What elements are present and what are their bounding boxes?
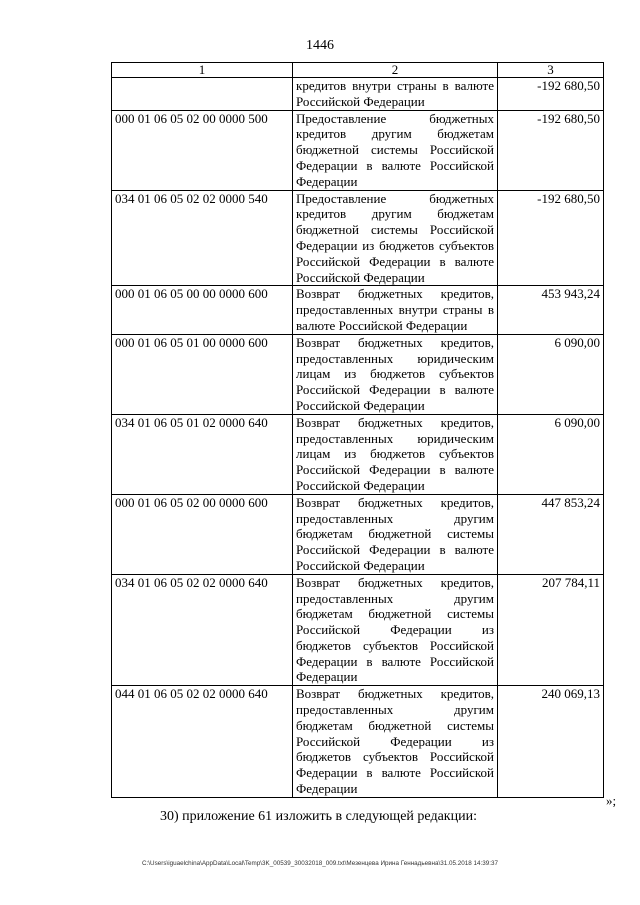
table-row	[112, 686, 604, 798]
table-row	[112, 494, 604, 574]
budget-code: 000 01 06 05 01 00 0000 600	[112, 334, 293, 414]
closing-quote-mark: »;	[606, 793, 617, 808]
table-row	[112, 78, 604, 111]
item-amount: 6 090,00	[498, 334, 604, 414]
budget-code	[112, 78, 293, 111]
item-amount: 6 090,00	[498, 414, 604, 494]
item-name: Возврат бюджетных кредитов, предоставленных юридическим лицам из бюджетов субъектов Российской Федерации в валюте Российской Федерации	[293, 414, 498, 494]
budget-code: 034 01 06 05 02 02 0000 640	[112, 574, 293, 686]
item-amount: 453 943,24	[498, 286, 604, 334]
item-amount: 207 784,11	[498, 574, 604, 686]
item-amount: -192 680,50	[498, 110, 604, 190]
item-name: Возврат бюджетных кредитов, предоставленных другим бюджетам бюджетной системы Российской Федерации в валюте Российской Федерации	[293, 494, 498, 574]
budget-code: 034 01 06 05 01 02 0000 640	[112, 414, 293, 494]
budget-code: 000 01 06 05 02 00 0000 600	[112, 494, 293, 574]
table-row	[112, 110, 604, 190]
item-name: Возврат бюджетных кредитов, предоставленных юридическим лицам из бюджетов субъектов Российской Федерации в валюте Российской Федерации	[293, 334, 498, 414]
budget-code: 000 01 06 05 02 00 0000 500	[112, 110, 293, 190]
item-amount: -192 680,50	[498, 190, 604, 286]
item-name: Возврат бюджетных кредитов, предоставленных внутри страны в валюте Российской Федерации	[293, 286, 498, 334]
budget-code: 034 01 06 05 02 02 0000 540	[112, 190, 293, 286]
table-row	[112, 414, 604, 494]
column-header: 3	[498, 63, 604, 78]
item-amount: -192 680,50	[498, 78, 604, 111]
table-header-row	[112, 63, 604, 78]
table-row	[112, 190, 604, 286]
table-row	[112, 574, 604, 686]
budget-code: 000 01 06 05 00 00 0000 600	[112, 286, 293, 334]
table-row	[112, 334, 604, 414]
item-name: кредитов внутри страны в валюте Российской Федерации	[293, 78, 498, 111]
item-name: Предоставление бюджетных кредитов другим бюджетам бюджетной системы Российской Федерации в валюте Российской Федерации	[293, 110, 498, 190]
budget-sources-table	[111, 62, 604, 798]
item-name: Предоставление бюджетных кредитов другим бюджетам бюджетной системы Российской Федерации из бюджетов субъектов Российской Федерации в валюте Российской Федерации	[293, 190, 498, 286]
column-header: 1	[112, 63, 293, 78]
item-name: Возврат бюджетных кредитов, предоставленных другим бюджетам бюджетной системы Российской Федерации из бюджетов субъектов Российской Федерации в валюте Российской Федерации	[293, 686, 498, 798]
page-number: 1446	[306, 38, 334, 53]
item-name: Возврат бюджетных кредитов, предоставленных другим бюджетам бюджетной системы Российской Федерации из бюджетов субъектов Российской Федерации в валюте Российской Федерации	[293, 574, 498, 686]
budget-code: 044 01 06 05 02 02 0000 640	[112, 686, 293, 798]
item-amount: 240 069,13	[498, 686, 604, 798]
file-path-footer: C:\Users\iguaelchina\AppData\Local\Temp\3K_00539_30032018_009.txt\Мезенцева Ирина Геннадьевна\31.05.2018 14:39:37	[141, 860, 498, 867]
table-row	[112, 286, 604, 334]
column-header: 2	[293, 63, 498, 78]
item-amount: 447 853,24	[498, 494, 604, 574]
amendment-instruction: 30) приложение 61 изложить в следующей редакции:	[160, 809, 477, 824]
